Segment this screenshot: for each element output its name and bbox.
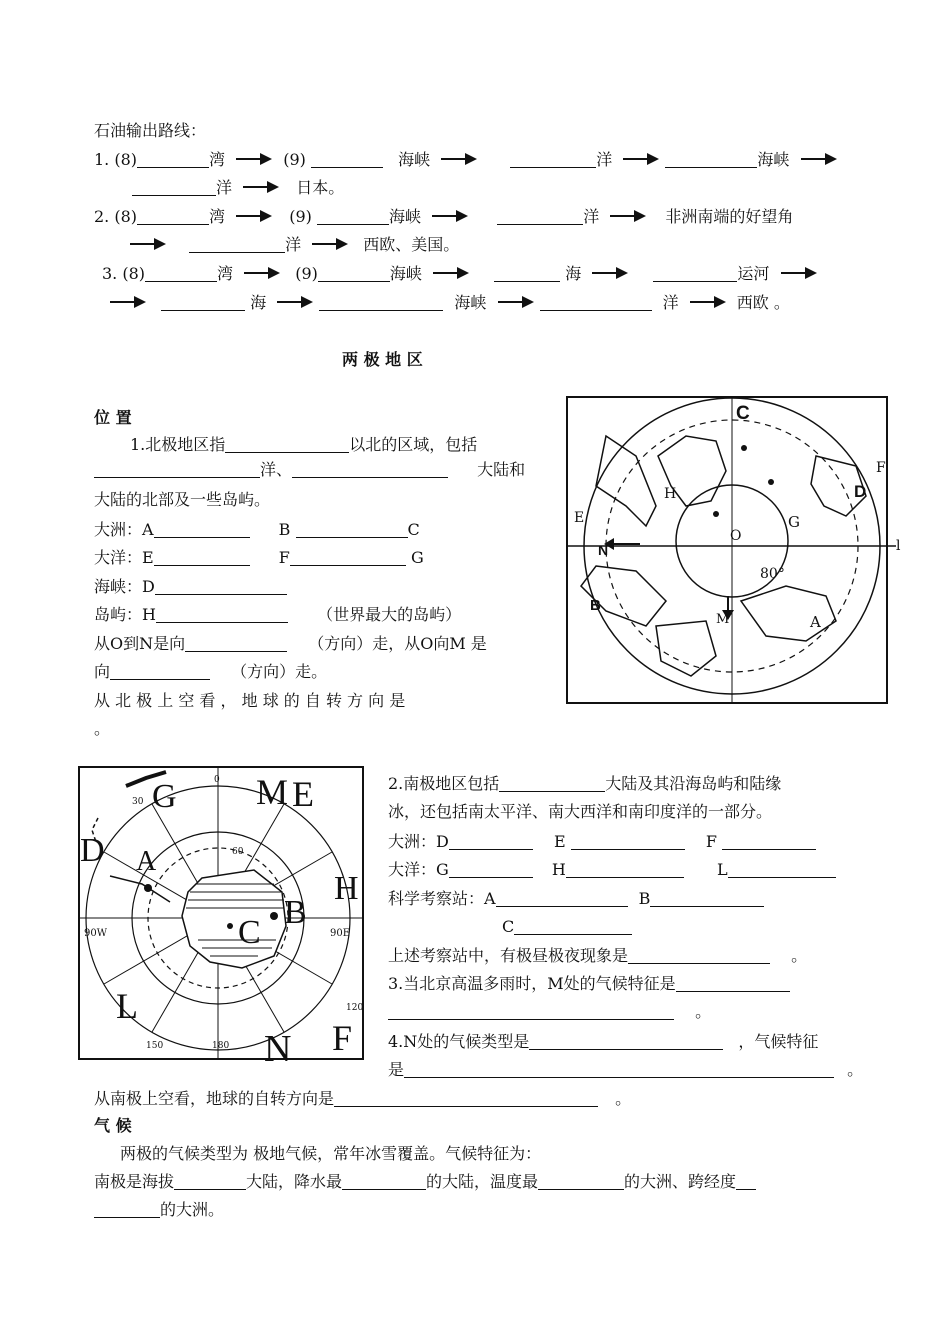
text: F bbox=[705, 832, 717, 851]
arctic-q1-line-3: 大陆的北部及一些岛屿。 bbox=[94, 490, 271, 509]
oil-route-3-line-2 bbox=[104, 293, 790, 313]
blank[interactable] bbox=[388, 1003, 674, 1020]
blank[interactable] bbox=[496, 890, 628, 907]
blank[interactable] bbox=[154, 549, 250, 566]
tick-180: 180 bbox=[212, 1041, 230, 1051]
antarctic-continent-line bbox=[388, 832, 816, 852]
arrow-right-icon bbox=[592, 266, 628, 280]
arctic-label-h: H bbox=[664, 486, 677, 502]
arctic-continent-line bbox=[94, 520, 420, 540]
blank[interactable] bbox=[155, 578, 287, 595]
label: 海峡 bbox=[454, 293, 487, 312]
antarctic-q4-line-2 bbox=[388, 1060, 863, 1080]
antarctic-polar-line bbox=[388, 946, 807, 966]
blank[interactable] bbox=[317, 208, 389, 225]
arrow-right-icon bbox=[623, 152, 659, 166]
blank[interactable] bbox=[499, 775, 605, 792]
text: 海峡：D bbox=[94, 577, 155, 596]
tick-30: 30 bbox=[132, 797, 144, 807]
arrow-right-icon bbox=[801, 152, 837, 166]
text: 向 bbox=[94, 662, 111, 681]
text: 大洲：D bbox=[388, 832, 449, 851]
blank[interactable] bbox=[154, 521, 250, 538]
oil-route-1-line-2 bbox=[132, 178, 344, 198]
arctic-direction-line-1 bbox=[94, 634, 487, 654]
blank[interactable] bbox=[510, 151, 596, 168]
label: 洋 bbox=[583, 207, 600, 226]
blank[interactable] bbox=[404, 1061, 834, 1078]
text: 洋、 bbox=[260, 460, 293, 479]
label: 湾 bbox=[217, 264, 234, 283]
text: 。 bbox=[615, 1089, 632, 1108]
antarctic-label-l: L bbox=[116, 986, 138, 1026]
text: 大陆及其沿海岛屿和陆缘 bbox=[605, 774, 782, 793]
text: （方向）走。 bbox=[231, 662, 328, 681]
text: 大陆，降水最 bbox=[246, 1172, 343, 1191]
text: 的大洲、跨经度 bbox=[624, 1172, 737, 1191]
label: 洋 bbox=[216, 178, 233, 197]
blank[interactable] bbox=[137, 208, 209, 225]
route-number: 3. bbox=[102, 264, 118, 283]
text: 从O到N是向 bbox=[94, 634, 186, 653]
arrow-right-icon bbox=[432, 209, 468, 223]
blank[interactable] bbox=[494, 265, 560, 282]
blank[interactable] bbox=[174, 1173, 246, 1190]
oil-route-1-line-1 bbox=[94, 150, 843, 170]
blank[interactable] bbox=[676, 975, 790, 992]
blank[interactable] bbox=[334, 1090, 598, 1107]
text: 的大陆，温度最 bbox=[426, 1172, 539, 1191]
antarctic-q4-line bbox=[388, 1032, 818, 1052]
blank[interactable] bbox=[653, 265, 737, 282]
arctic-island-line bbox=[94, 605, 461, 625]
blank[interactable] bbox=[514, 918, 632, 935]
text: （方向）走，从O向M 是 bbox=[308, 634, 487, 653]
text: 上述考察站中，有极昼极夜现象是 bbox=[388, 946, 629, 965]
text: 的大洲。 bbox=[160, 1200, 225, 1219]
blank[interactable] bbox=[290, 549, 406, 566]
text: E bbox=[553, 832, 566, 851]
antarctic-label-c: C bbox=[238, 914, 261, 951]
arctic-rotation-line: 从 北 极 上 空 看 ， 地 球 的 自 转 方 向 是 bbox=[94, 691, 406, 710]
arrow-right-icon bbox=[236, 152, 272, 166]
arctic-q1-line-1 bbox=[130, 435, 477, 455]
text: ，气候特征 bbox=[738, 1032, 819, 1051]
text: C bbox=[502, 917, 515, 936]
text: 。 bbox=[695, 1002, 712, 1021]
arrow-right-icon bbox=[130, 237, 166, 251]
tick-90w: 90W bbox=[84, 928, 108, 939]
blank[interactable] bbox=[736, 1173, 756, 1190]
destination: 日本。 bbox=[296, 178, 345, 197]
label: 洋 bbox=[285, 235, 302, 254]
tick-60: 60 bbox=[232, 847, 244, 857]
arctic-label-f: F bbox=[876, 460, 886, 476]
antarctic-label-d: D bbox=[80, 832, 105, 869]
destination: 西欧、美国。 bbox=[363, 235, 460, 254]
label: 洋 bbox=[662, 293, 679, 312]
blank[interactable] bbox=[319, 294, 443, 311]
blank[interactable] bbox=[225, 436, 349, 453]
tick-0: 0 bbox=[214, 775, 220, 785]
climate-intro: 两极的气候类型为 极地气候，常年冰雪覆盖。气候特征为： bbox=[120, 1144, 542, 1163]
text: （世界最大的岛屿） bbox=[317, 605, 462, 624]
antarctic-label-f: F bbox=[332, 1018, 353, 1058]
label: 湾 bbox=[209, 150, 226, 169]
antarctic-station-line bbox=[388, 889, 764, 909]
label: 湾 bbox=[209, 207, 226, 226]
label: (8) bbox=[114, 150, 138, 169]
text: G bbox=[410, 548, 424, 567]
arctic-label-lat: 80° bbox=[760, 566, 785, 582]
label: 海峡 bbox=[389, 207, 422, 226]
arctic-label-b: B bbox=[590, 597, 601, 614]
climate-line-2 bbox=[94, 1200, 224, 1220]
arctic-label-c: C bbox=[736, 403, 750, 424]
blank[interactable] bbox=[145, 265, 217, 282]
arrow-right-icon bbox=[312, 237, 348, 251]
label: 洋 bbox=[596, 150, 613, 169]
blank[interactable] bbox=[342, 1173, 426, 1190]
arctic-rotation-end: 。 bbox=[94, 719, 111, 738]
text: 大洋：G bbox=[388, 860, 449, 879]
text: 1.北极地区指 bbox=[130, 435, 226, 454]
blank[interactable] bbox=[94, 461, 260, 478]
antarctic-q2-line-2: 冰，还包括南太平洋、南大西洋和南印度洋的一部分。 bbox=[388, 802, 773, 821]
arctic-label-d: D bbox=[854, 482, 867, 501]
text: B bbox=[278, 520, 291, 539]
antarctic-label-n: N bbox=[264, 1028, 292, 1070]
blank[interactable] bbox=[628, 947, 770, 964]
text: 以北的区域，包括 bbox=[349, 435, 478, 454]
oil-routes-heading: 石油输出路线： bbox=[94, 121, 207, 140]
text: 3.当北京高温多雨时，M处的气候特征是 bbox=[388, 974, 676, 993]
arrow-right-icon bbox=[243, 180, 279, 194]
route-number: 2. bbox=[94, 207, 110, 226]
text: 大洋：E bbox=[94, 548, 154, 567]
text: 大洲：A bbox=[94, 520, 154, 539]
arctic-label-o: O bbox=[730, 528, 742, 544]
blank[interactable] bbox=[292, 461, 448, 478]
text: 大陆和 bbox=[477, 460, 526, 479]
oil-route-3-line-1 bbox=[102, 264, 823, 284]
blank[interactable] bbox=[650, 890, 764, 907]
label: (8) bbox=[114, 207, 138, 226]
label: (9) bbox=[283, 150, 306, 169]
arrow-right-icon bbox=[110, 295, 146, 309]
antarctic-label-m: M bbox=[256, 772, 289, 812]
label: (9) bbox=[295, 264, 318, 283]
climate-heading: 气 候 bbox=[94, 1116, 132, 1135]
blank[interactable] bbox=[529, 1033, 723, 1050]
text: 南极是海拔 bbox=[94, 1172, 175, 1191]
blank[interactable] bbox=[189, 236, 285, 253]
blank[interactable] bbox=[94, 1201, 160, 1218]
arctic-map-drawing bbox=[566, 396, 900, 706]
blank[interactable] bbox=[571, 833, 685, 850]
antarctic-map bbox=[78, 766, 366, 1070]
arctic-map bbox=[566, 396, 900, 706]
arctic-label-a: A bbox=[810, 613, 821, 631]
text: L bbox=[716, 860, 728, 879]
arctic-label-g: G bbox=[788, 513, 800, 531]
blank[interactable] bbox=[311, 151, 383, 168]
blank[interactable] bbox=[296, 521, 408, 538]
arctic-label-e: E bbox=[574, 510, 585, 526]
arctic-label-n: N bbox=[598, 542, 609, 558]
blank[interactable] bbox=[156, 606, 288, 623]
section-title: 两 极 地 区 bbox=[342, 350, 423, 369]
label: 海峡 bbox=[389, 264, 422, 283]
arrow-right-icon bbox=[441, 152, 477, 166]
label: 海 bbox=[565, 264, 582, 283]
blank[interactable] bbox=[538, 1173, 624, 1190]
blank[interactable] bbox=[566, 861, 684, 878]
label: 海峡 bbox=[398, 150, 431, 169]
blank[interactable] bbox=[728, 861, 836, 878]
end-mark: 。 bbox=[773, 293, 790, 312]
arctic-ocean-line bbox=[94, 548, 424, 568]
text: H bbox=[551, 860, 566, 879]
arrow-right-icon bbox=[690, 295, 726, 309]
arrow-right-icon bbox=[781, 266, 817, 280]
blank[interactable] bbox=[449, 833, 533, 850]
text: 是 bbox=[388, 1060, 405, 1079]
antarctic-rotation-line bbox=[94, 1089, 631, 1109]
arrow-right-icon bbox=[236, 209, 272, 223]
text: C bbox=[407, 520, 420, 539]
arctic-label-side: l bbox=[896, 538, 901, 554]
arrow-right-icon bbox=[277, 295, 313, 309]
blank[interactable] bbox=[318, 265, 390, 282]
label: (8) bbox=[122, 264, 146, 283]
arctic-strait-line bbox=[94, 577, 287, 597]
oil-route-2-line-1 bbox=[94, 207, 793, 227]
arrow-right-icon bbox=[244, 266, 280, 280]
antarctic-station-line-2 bbox=[502, 917, 632, 937]
blank[interactable] bbox=[161, 294, 245, 311]
antarctic-label-b: B bbox=[284, 894, 307, 931]
location-heading: 位 置 bbox=[94, 408, 132, 427]
antarctic-label-h: H bbox=[334, 870, 359, 907]
antarctic-q3-line-2 bbox=[388, 1002, 711, 1022]
climate-line-1 bbox=[94, 1172, 756, 1192]
text: 。 bbox=[791, 946, 808, 965]
route-number: 1. bbox=[94, 150, 110, 169]
antarctic-ocean-line bbox=[388, 860, 836, 880]
antarctic-q2-line-1 bbox=[388, 774, 781, 794]
blank[interactable] bbox=[665, 151, 757, 168]
antarctic-label-e: E bbox=[292, 774, 314, 814]
blank[interactable] bbox=[540, 294, 652, 311]
antarctic-q3-line bbox=[388, 974, 790, 994]
arrow-right-icon bbox=[498, 295, 534, 309]
text: F bbox=[278, 548, 290, 567]
text: 从南极上空看，地球的自转方向是 bbox=[94, 1089, 335, 1108]
label: 运河 bbox=[737, 264, 770, 283]
label: 海峡 bbox=[757, 150, 790, 169]
antarctic-label-g: G bbox=[152, 778, 177, 815]
antarctic-label-a: A bbox=[136, 846, 157, 877]
text: 2.南极地区包括 bbox=[388, 774, 500, 793]
text: 科学考察站：A bbox=[388, 889, 496, 908]
arrow-right-icon bbox=[433, 266, 469, 280]
tick-150: 150 bbox=[146, 1041, 164, 1051]
arctic-direction-line-2 bbox=[94, 662, 327, 682]
blank[interactable] bbox=[497, 208, 583, 225]
arctic-label-m: M bbox=[716, 612, 730, 627]
text: B bbox=[638, 889, 651, 908]
label: 海 bbox=[250, 293, 267, 312]
oil-route-2-line-2 bbox=[124, 235, 459, 255]
blank[interactable] bbox=[137, 151, 209, 168]
cape-text: 非洲南端的好望角 bbox=[665, 207, 794, 226]
blank[interactable] bbox=[132, 179, 216, 196]
blank[interactable] bbox=[722, 833, 816, 850]
label: (9) bbox=[289, 207, 312, 226]
arctic-q1-line-2 bbox=[94, 460, 525, 480]
text: 岛屿：H bbox=[94, 605, 156, 624]
blank[interactable] bbox=[449, 861, 533, 878]
blank[interactable] bbox=[185, 635, 287, 652]
tick-90e: 90E bbox=[330, 928, 351, 939]
tick-120: 120 bbox=[346, 1003, 364, 1013]
destination: 西欧 bbox=[736, 293, 769, 312]
text: 。 bbox=[847, 1060, 864, 1079]
arrow-right-icon bbox=[610, 209, 646, 223]
blank[interactable] bbox=[110, 663, 210, 680]
text: 4.N处的气候类型是 bbox=[388, 1032, 530, 1051]
